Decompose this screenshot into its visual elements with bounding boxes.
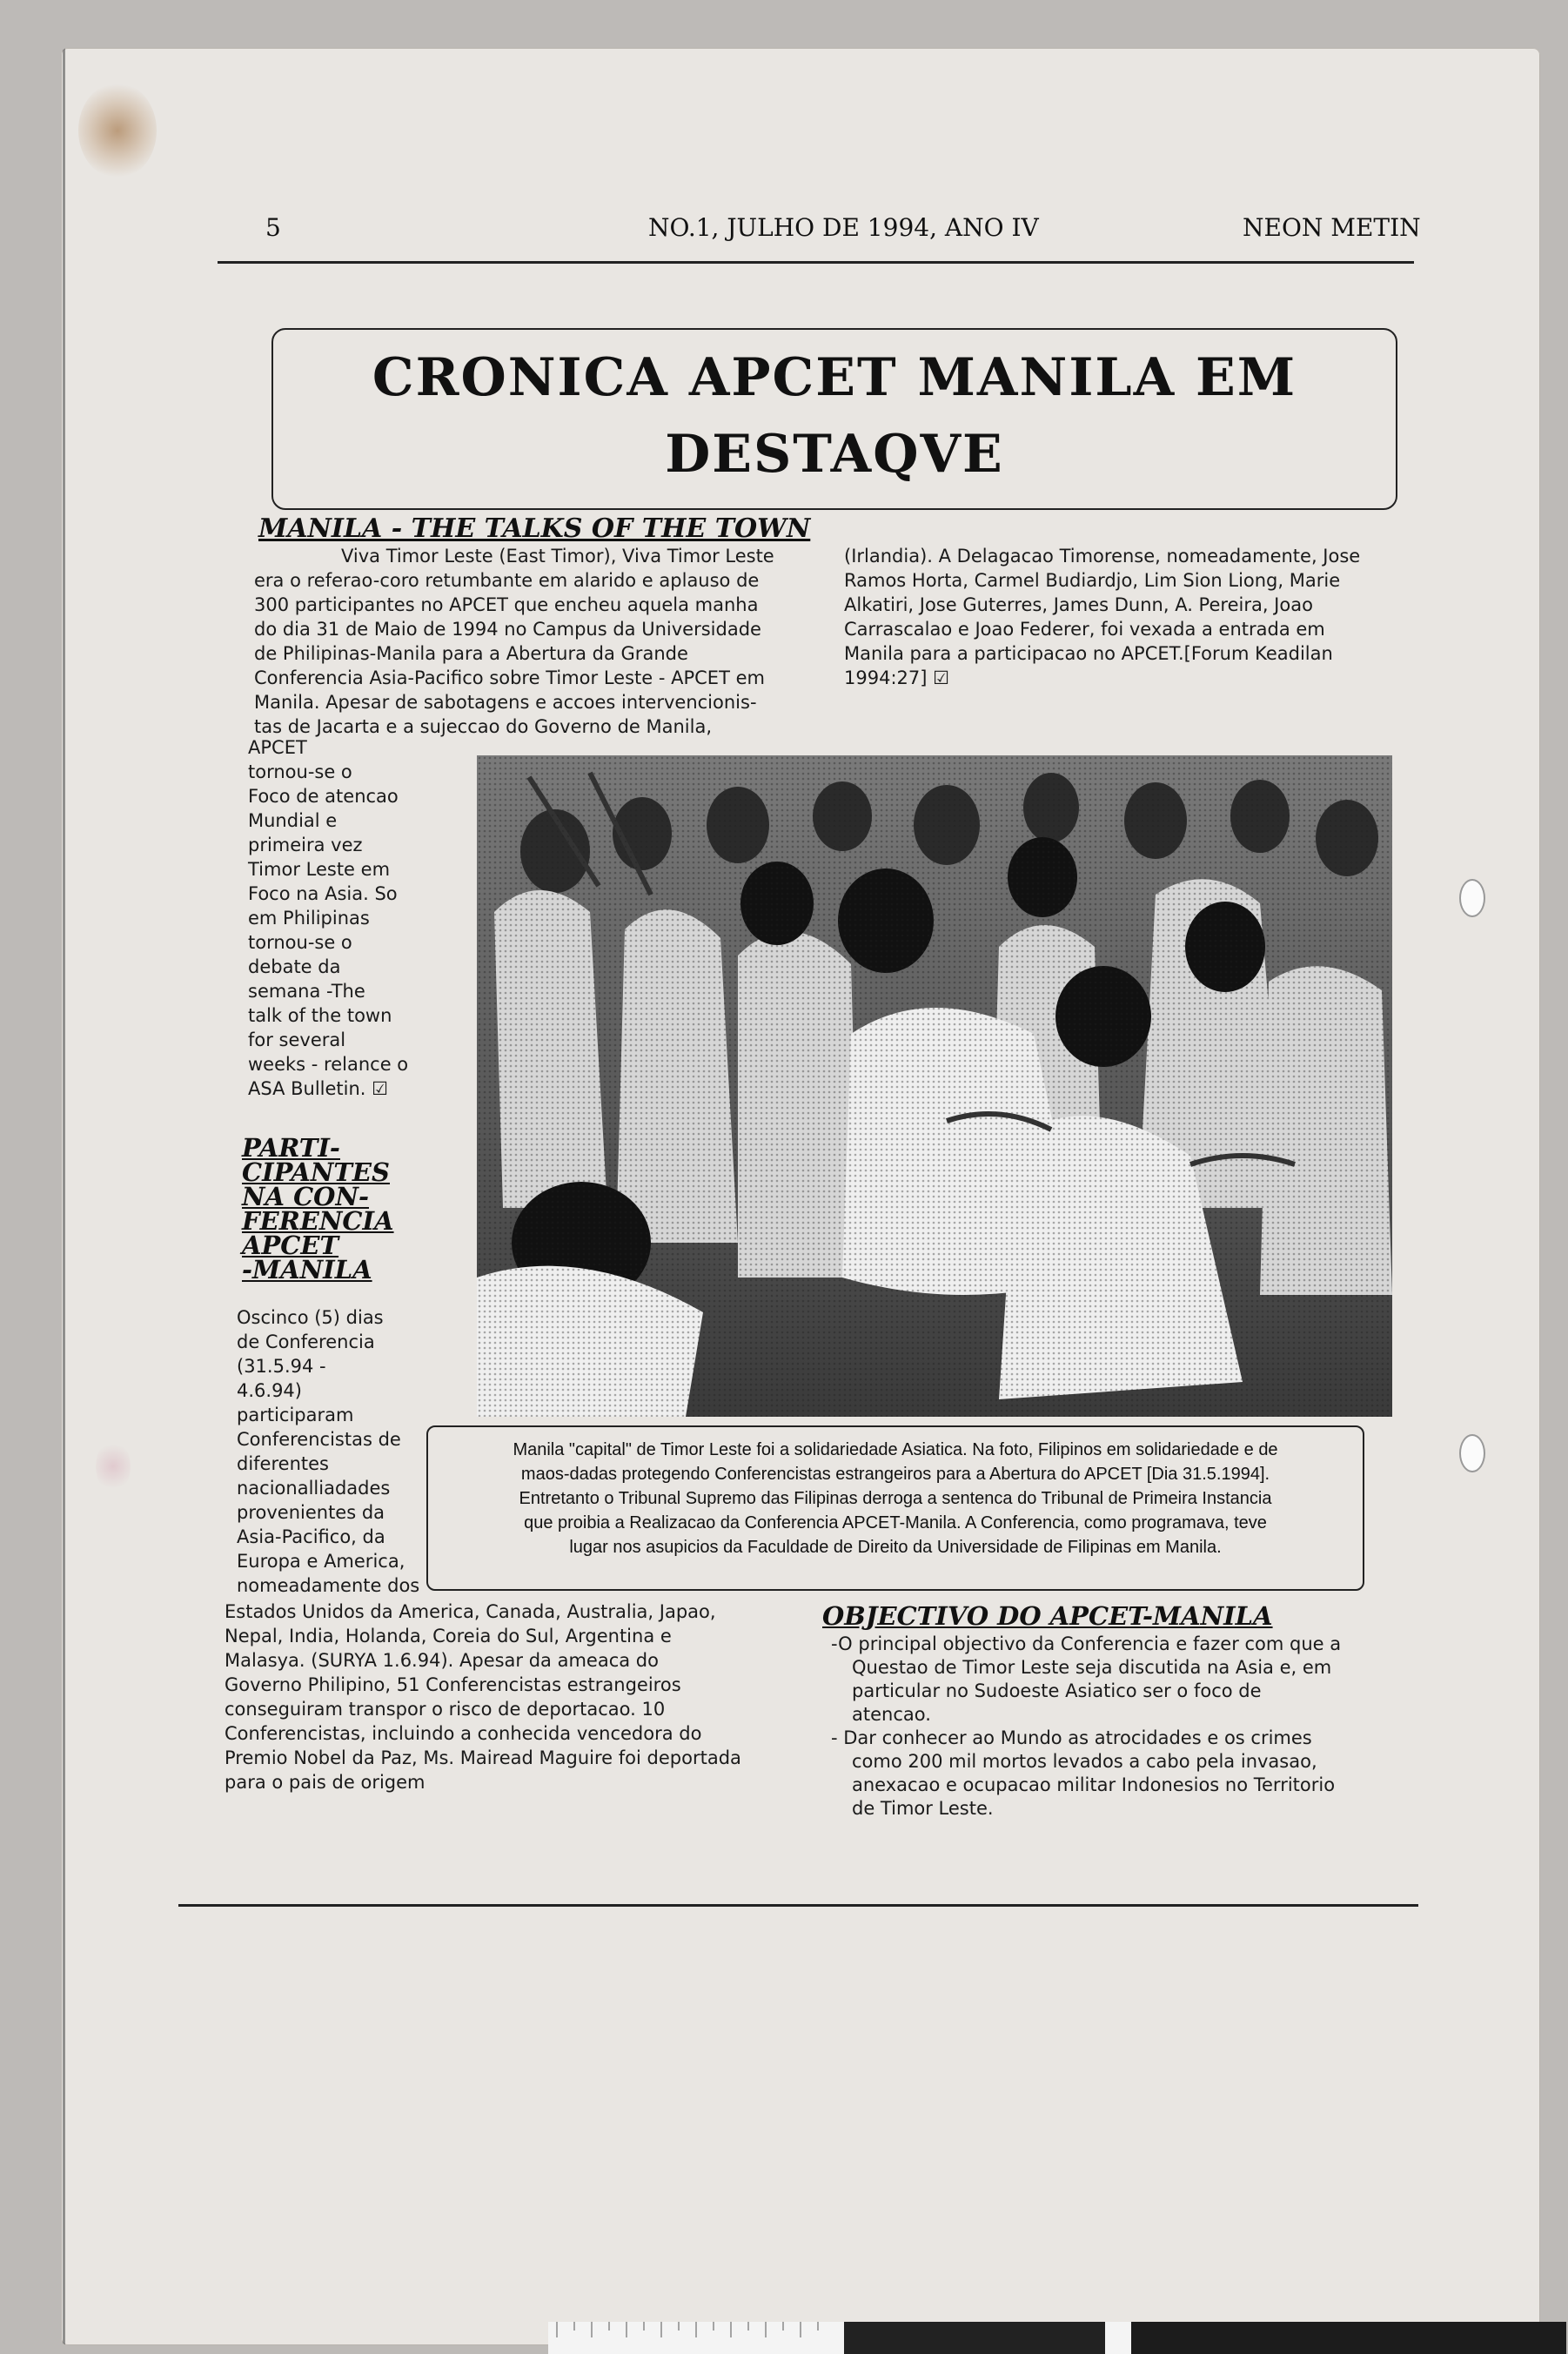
caption-line: Manila "capital" de Timor Leste foi a solidariedade Asiatica. Na foto, Filipinos em solidariedade e de bbox=[513, 1440, 1278, 1459]
title-line-2: DESTAQVE bbox=[665, 424, 1004, 485]
heading-line: PARTI- bbox=[242, 1133, 340, 1163]
text-line: particular no Sudoeste Asiatico ser o foco de bbox=[852, 1680, 1262, 1701]
crowd-photo bbox=[477, 755, 1392, 1417]
text-line: 1994:27] ☑ bbox=[844, 667, 949, 688]
section-heading-talks: MANILA - THE TALKS OF THE TOWN bbox=[258, 513, 811, 544]
text-line: Estados Unidos da America, Canada, Australia, Japao, bbox=[224, 1601, 716, 1622]
text-line: atencao. bbox=[852, 1704, 931, 1725]
narrow-column-text bbox=[248, 735, 422, 1101]
text-line: de Conferencia bbox=[237, 1331, 375, 1352]
publication-name: NEON METIN bbox=[1243, 213, 1421, 242]
punch-hole-bottom bbox=[1459, 1434, 1485, 1472]
text-line: APCET bbox=[248, 737, 307, 758]
text-line: Europa e America, bbox=[237, 1551, 405, 1572]
text-line: talk of the town bbox=[248, 1005, 392, 1026]
intro-paragraph bbox=[254, 544, 815, 739]
section-heading-objectives: OBJECTIVO DO APCET-MANILA bbox=[822, 1601, 1273, 1631]
text-line: como 200 mil mortos levados a cabo pela invasao, bbox=[852, 1751, 1317, 1772]
text-line: Mundial e bbox=[248, 810, 338, 831]
objective-bullet-1 bbox=[831, 1633, 1388, 1727]
text-line: Viva Timor Leste (East Timor), Viva Timor Leste bbox=[341, 546, 774, 567]
text-line: Nepal, India, Holanda, Coreia do Sul, Argentina e bbox=[224, 1626, 672, 1646]
text-line: Malasya. (SURYA 1.6.94). Apesar da ameaca do bbox=[224, 1650, 659, 1671]
footer-rule bbox=[178, 1904, 1418, 1907]
faint-stain bbox=[96, 1440, 131, 1492]
text-line: Foco na Asia. So bbox=[248, 883, 398, 904]
text-line: tas de Jacarta e a sujeccao do Governo de Manila, bbox=[254, 716, 713, 737]
text-line: conseguiram transpor o risco de deportacao. 10 bbox=[224, 1699, 666, 1720]
participants-narrow-text bbox=[237, 1305, 432, 1598]
header-rule bbox=[218, 261, 1414, 264]
text-line: do dia 31 de Maio de 1994 no Campus da Universidade bbox=[254, 619, 761, 640]
text-line: ASA Bulletin. ☑ bbox=[248, 1078, 388, 1099]
text-line: Asia-Pacifico, da bbox=[237, 1526, 385, 1547]
heading-line: NA CON- bbox=[242, 1182, 369, 1211]
text-line: tornou-se o bbox=[248, 932, 352, 953]
objective-bullet-2 bbox=[831, 1727, 1388, 1821]
heading-line: FERENCIA bbox=[242, 1206, 394, 1236]
text-line: (31.5.94 - bbox=[237, 1356, 326, 1377]
text-line: Alkatiri, Jose Guterres, James Dunn, A. Pereira, Joao bbox=[844, 594, 1313, 615]
text-line: Conferencia Asia-Pacifico sobre Timor Leste - APCET em bbox=[254, 667, 765, 688]
text-line: -O principal objectivo da Conferencia e fazer com que a bbox=[831, 1633, 1342, 1654]
caption-line: que proibia a Realizacao da Conferencia APCET-Manila. A Conferencia, como programava, teve bbox=[524, 1513, 1267, 1532]
text-line: Manila para a participacao no APCET.[Forum Keadilan bbox=[844, 643, 1333, 664]
text-line: anexacao e ocupacao militar Indonesios no Territorio bbox=[852, 1774, 1336, 1795]
caption-line: maos-dadas protegendo Conferencistas estrangeiros para a Abertura do APCET [Dia 31.5.1994]. bbox=[520, 1465, 1270, 1484]
text-line: - Dar conhecer ao Mundo as atrocidades e os crimes bbox=[831, 1727, 1312, 1748]
text-line: 300 participantes no APCET que encheu aquela manha bbox=[254, 594, 759, 615]
issue-info: NO.1, JULHO DE 1994, ANO IV bbox=[648, 213, 1039, 242]
heading-line: -MANILA bbox=[242, 1255, 372, 1284]
punch-hole-top bbox=[1459, 879, 1485, 917]
text-line: weeks - relance o bbox=[248, 1054, 409, 1075]
rust-stain bbox=[78, 83, 157, 178]
page-number: 5 bbox=[265, 213, 281, 242]
photo-caption bbox=[426, 1425, 1364, 1591]
text-line: Foco de atencao bbox=[248, 786, 399, 807]
text-line: nomeadamente dos bbox=[237, 1575, 420, 1596]
text-line: era o referao-coro retumbante em alarido e aplauso de bbox=[254, 570, 760, 591]
text-line: (Irlandia). A Delagacao Timorense, nomeadamente, Jose bbox=[844, 546, 1361, 567]
text-line: Manila. Apesar de sabotagens e accoes intervencionis- bbox=[254, 692, 757, 713]
caption-line: lugar nos asupicios da Faculdade de Direito da Universidade de Filipinas em Manila. bbox=[569, 1538, 1222, 1557]
text-line: Questao de Timor Leste seja discutida na Asia e, em bbox=[852, 1657, 1332, 1678]
text-line: Conferencistas de bbox=[237, 1429, 401, 1450]
text-line: participaram bbox=[237, 1405, 354, 1425]
text-line: em Philipinas bbox=[248, 908, 370, 929]
title-line-1: CRONICA APCET MANILA EM bbox=[372, 347, 1297, 408]
text-line: Oscinco (5) dias bbox=[237, 1307, 384, 1328]
text-line: Ramos Horta, Carmel Budiardjo, Lim Sion Liong, Marie bbox=[844, 570, 1341, 591]
text-line: para o pais de origem bbox=[224, 1772, 426, 1793]
text-line: Carrascalao e Joao Federer, foi vexada a entrada em bbox=[844, 619, 1325, 640]
section-heading-participants bbox=[242, 1133, 394, 1284]
ruler-black-segment bbox=[844, 2322, 1105, 2354]
text-line: primeira vez bbox=[248, 835, 363, 855]
text-line: de Timor Leste. bbox=[852, 1798, 994, 1819]
crowd-photo-graphic bbox=[477, 755, 1392, 1417]
text-line: debate da bbox=[248, 956, 341, 977]
text-line: Premio Nobel da Paz, Ms. Mairead Maguire foi deportada bbox=[224, 1747, 741, 1768]
text-line: diferentes bbox=[237, 1453, 329, 1474]
caption-line: Entretanto o Tribunal Supremo das Filipinas derroga a sentenca do Tribunal de Primeira Instancia bbox=[519, 1489, 1272, 1508]
title-box bbox=[271, 328, 1397, 510]
text-line: Governo Philipino, 51 Conferencistas estrangeiros bbox=[224, 1674, 681, 1695]
ruler-ticks bbox=[548, 2322, 835, 2354]
scan-ruler bbox=[548, 2322, 1566, 2354]
page-edge-line bbox=[63, 48, 65, 2345]
text-line: de Philipinas-Manila para a Abertura da Grande bbox=[254, 643, 688, 664]
text-line: Timor Leste em bbox=[248, 859, 391, 880]
text-line: tornou-se o bbox=[248, 761, 352, 782]
heading-line: CIPANTES bbox=[242, 1157, 390, 1187]
participants-wide-text bbox=[224, 1600, 790, 1794]
heading-line: APCET bbox=[242, 1231, 339, 1260]
text-line: semana -The bbox=[248, 981, 365, 1002]
text-line: provenientes da bbox=[237, 1502, 385, 1523]
right-column-text bbox=[844, 544, 1405, 690]
text-line: 4.6.94) bbox=[237, 1380, 302, 1401]
ruler-black-segment bbox=[1131, 2322, 1566, 2354]
text-line: Conferencistas, incluindo a conhecida vencedora do bbox=[224, 1723, 702, 1744]
text-line: nacionalliadades bbox=[237, 1478, 391, 1499]
text-line: for several bbox=[248, 1029, 346, 1050]
